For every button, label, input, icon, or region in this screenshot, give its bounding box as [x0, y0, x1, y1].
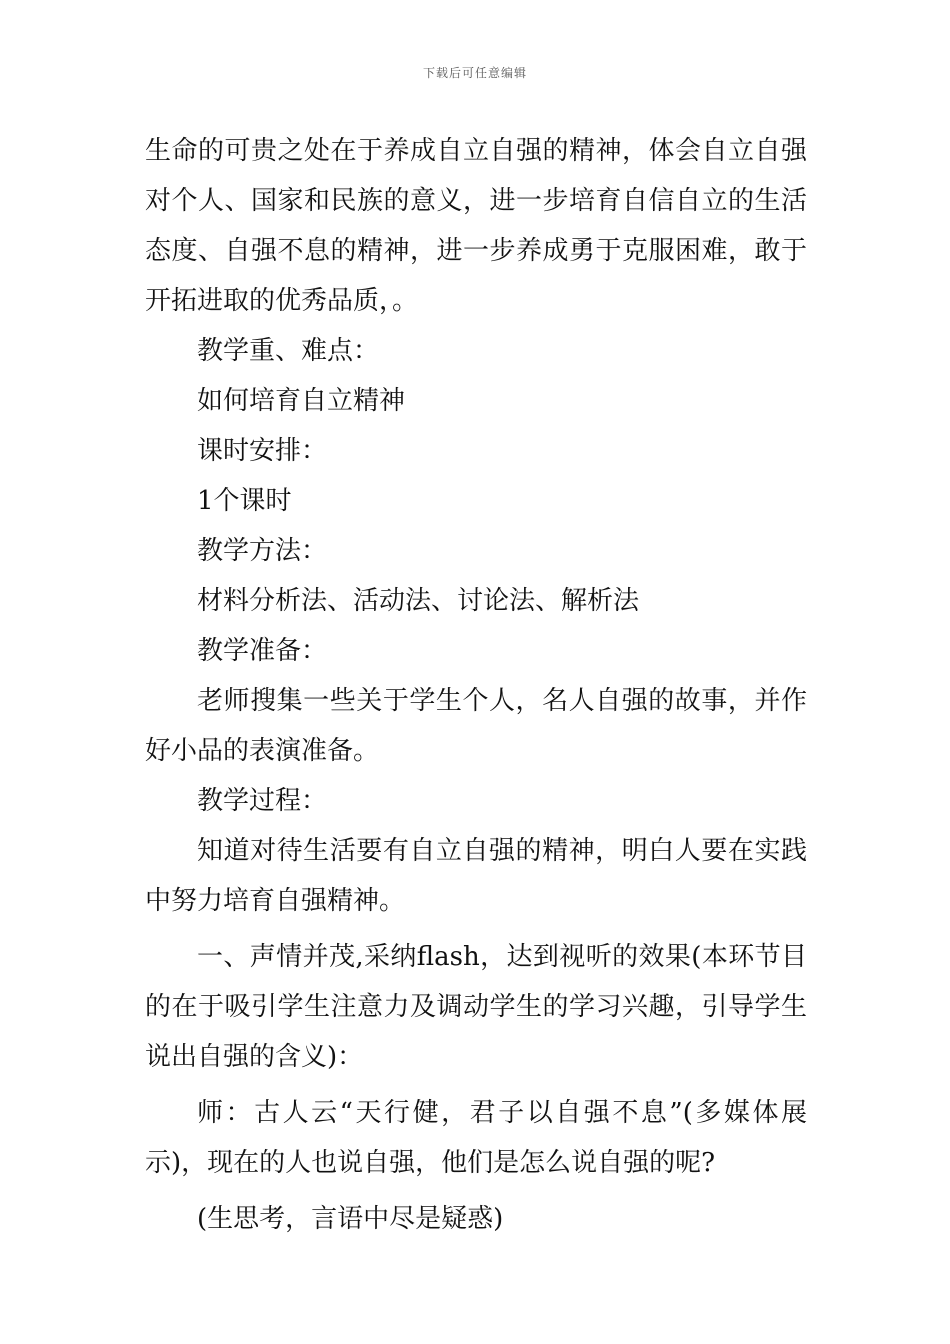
paragraph-teaching-methods: 材料分析法、活动法、讨论法、解析法: [197, 586, 640, 616]
paragraph-process-goal: 知道对待生活要有自立自强的精神，明白人要在实践中努力培育自强精神。: [145, 836, 807, 916]
heading-teaching-process: 教学过程：: [197, 786, 328, 816]
paragraph-intro: 生命的可贵之处在于养成自立自强的精神，体会自立自强对个人、国家和民族的意义，进一步培育自信自立的生活态度、自强不息的精神，进一步养成勇于克服困难，敢于开拓进取的优秀品质，。: [145, 136, 807, 316]
paragraph-student-reaction: (生思考，言语中尽是疑惑): [197, 1204, 504, 1234]
heading-preparation: 教学准备：: [197, 636, 328, 666]
paragraph-teacher-quote: 师：古人云“天行健，君子以自强不息”(多媒体展示)，现在的人也说自强，他们是怎么说自强的呢?: [145, 1098, 807, 1178]
page-header: 下载后可任意编辑: [422, 66, 527, 80]
paragraph-key-points: 如何培育自立精神: [197, 386, 406, 416]
heading-teaching-methods: 教学方法：: [197, 536, 328, 566]
paragraph-preparation: 老师搜集一些关于学生个人，名人自强的故事，并作好小品的表演准备。: [145, 686, 807, 766]
paragraph-step-one: 一、声情并茂,采纳flash，达到视听的效果(本环节目的在于吸引学生注意力及调动学生的学习兴趣，引导学生说出自强的含义)：: [145, 942, 807, 1072]
paragraph-class-hours: 1个课时: [197, 486, 292, 516]
document-body: [145, 126, 807, 1244]
heading-key-points: 教学重、难点：: [197, 336, 380, 366]
heading-class-hours: 课时安排：: [197, 436, 328, 466]
